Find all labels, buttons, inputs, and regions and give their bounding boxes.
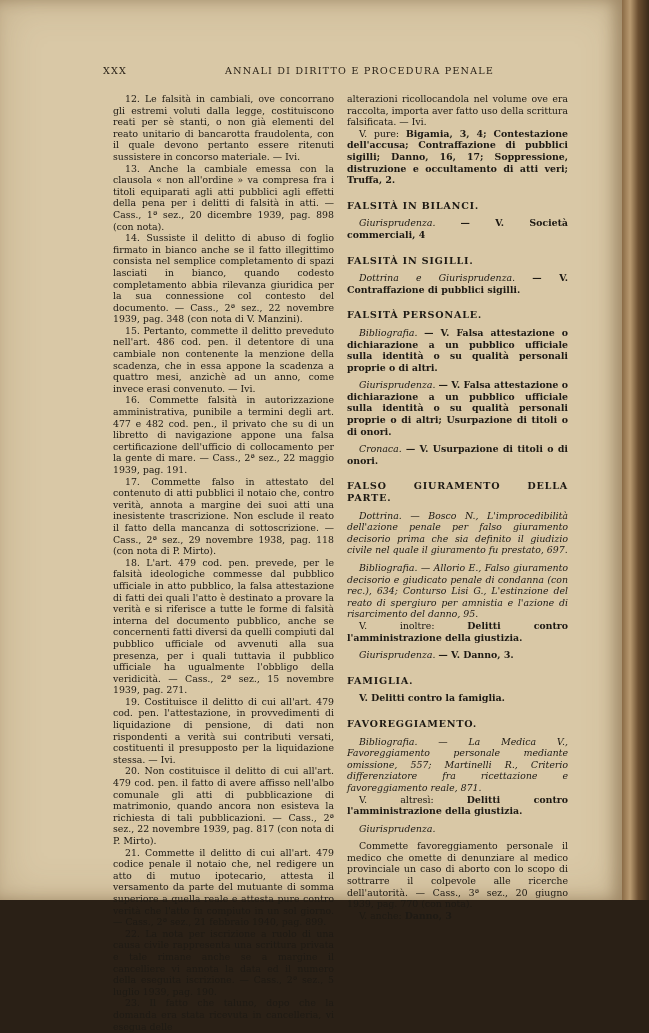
entry-label: Giurisprudenza. [359,823,436,835]
entry [347,795,568,818]
paragraph: 17. Commette falso in attestato del contenuto di atti pubblici il notaio che, contro verità, annota a margine dei suoi atti una inesistente trascrizione. Non esclude il reato il fatto della mancanza di sottoscrizione. — Cass., 2ª sez., 29 novembre 1938, pag. 118 (con nota di P. Mirto). [113,476,334,558]
section-heading: FALSITÀ IN SIGILLI. [347,255,474,267]
entry-text: — V. Usurpazione di titoli o di onori. [347,444,568,467]
paragraph: 18. L'art. 479 cod. pen. prevede, per le falsità ideologiche commesse dal pubblico ufficiale in atto pubblico, la falsa attestazione di fatti dei quali l'atto è destinato a provare la verità e si riferisce a tutte le forme di falsità interna del documento pubblico, anche se concernenti fatti diversi da quelli compiuti dal pubblico ufficiale od avvenuti alla sua presenza, per i quali tuttavia il pubblico ufficiale ha ugualmente l'obbligo della veridicità. — Cass., 2ª sez., 15 novembre 1939, pag. 271. [113,557,334,697]
entry [347,380,568,438]
entry-text: — V. Falsa attestazione o dichiarazione a un pubblico ufficiale sulla identità o su qualità personali proprie o di altri; Usurpazione di titoli o di onori. [347,380,568,438]
entry [347,444,568,467]
entry-label: Bibliografia. [359,563,418,574]
see-also [347,129,568,187]
paragraph: 19. Costituisce il delitto di cui all'art. 479 cod. pen. l'attestazione, in provvedimenti di liquidazione di pensione, di dati non rispondenti a verità sui contributi versati, costituenti il presupposto per la liquidazione stessa. — Ivi. [113,696,334,766]
right-column [347,94,568,922]
entry-label: V. anche: [359,910,402,922]
page-number: XXX [103,66,128,77]
entry-text: — Bosco N., L'improcedibilità dell'azione penale per falso giuramento decisorio prima che sia definito il giudizio civile nel quale il giuramento fu prestato, 697. [347,510,568,557]
see-also-refs: Bigamia, 3, 4; Contestazione dell'accusa; Contraffazione di pubblici sigilli; Danno, 16, 17; Soppressione, distruzione e occultamento di atti veri; Truffa, 2. [347,128,568,187]
section-heading: FAVOREGGIAMENTO. [347,718,478,730]
entry-text: — V. Società commerciali, 4 [347,218,569,241]
paragraph: 15. Pertanto, commette il delitto preveduto nell'art. 486 cod. pen. il detentore di una cambiale non contenente la menzione della scadenza, che in essa appone la scadenza a quattro mesi, anzichè ad un anno, come invece erasi convenuto. — Ivi. [113,325,334,395]
entry-label: Dottrina. [359,510,402,522]
entry-label: Bibliografia. [359,327,418,339]
entry-text: — Allorio E., Falso giuramento decisorio e giudicato penale di condanna (con rec.), 634; Conturso Lisi G., L'estinzione del reato di spergiuro per amnistia e l'azione di risarcimento del danno, 95. [347,563,568,621]
entry-text: — V. Danno, 3. [438,650,514,662]
entry-text: Danno, 3 [404,910,452,922]
entry [347,911,568,923]
entry-text: — V. Contraffazione di pubblici sigilli. [347,273,568,296]
see-also-label: V. pure: [359,128,400,140]
paragraph: 21. Commette il delitto di cui all'art. 479 codice penale il notaio che, nel redigere un atto di mutuo ipotecario, attesta il versamento da parte del mutuante di somma superiore a quella reale e attesta pure contro verità che l'atto fu compiuto in un sol giorno. — Cass., 2ª sez., 21 febbraio 1940, pag. 899. [113,847,334,929]
entry-label: Cronaca. [359,444,402,456]
entry-label: Giurisprudenza. [359,218,436,230]
paragraph-continuation: alterazioni ricollocandola nel volume ove era raccolta, importa aver fatto uso della scrittura falsificata. — Ivi. [347,94,568,129]
entry-label: Giurisprudenza. [359,650,436,662]
entry [347,563,568,621]
entry-text: Delitti contro l'amministrazione della giustizia. [347,620,568,644]
entry [347,328,568,374]
paragraph: 14. Sussiste il delitto di abuso di foglio firmato in bianco anche se il fatto illegittimo consista nel semplice completamento di spazi lasciati in bianco, quando codesto completamento abbia rilevanza giuridica per la sua connessione col contesto del documento. — Cass., 2ª sez., 22 novembre 1939, pag. 348 (con nota di V. Manzini). [113,233,334,326]
running-title: ANNALI DI DIRITTO E PROCEDURA PENALE [225,66,495,77]
entry [347,737,568,795]
book-edge [622,0,649,900]
entry-label: V. inoltre: [359,620,435,632]
entry-label: Giurisprudenza. [359,380,436,392]
paragraph: 22. La nota per iscrizione a ruolo di una causa civile rappresenta una scrittura privata e tale rimane anche se a margine il cancelliere vi annota la data ed il numero della eseguita iscrizione. — Cass., 2ª sez., 5 luglio 1939, pag. 190. [113,928,334,998]
entry-text: Delitti contro l'amministrazione della giustizia. [347,794,568,818]
entry [347,273,568,296]
left-column [113,94,334,1033]
section-heading: FALSO GIURAMENTO DELLA PARTE. [347,481,568,505]
entry [347,218,568,241]
paragraph: Commette favoreggiamento personale il medico che omette di denunziare al medico provinciale un caso di aborto con lo scopo di sottrarre il colpevole alle ricerche dell'autorità. — Cass., 3ª sez., 20 giugno 1939, pag. 770 (con nota). [347,841,568,911]
section-heading: FAMIGLIA. [347,675,414,687]
entry [347,511,568,557]
entry-text: — V. Falsa attestazione o dichiarazione a un pubblico ufficiale sulla identità o su qualità personali proprie o di altri. [347,327,569,374]
paragraph: 20. Non costituisce il delitto di cui all'art. 479 cod. pen. il fatto di avere affisso nell'albo comunale gli atti di pubblicazione di matrimonio, quando ancora non esisteva la richiesta di tali pubblicazioni. — Cass., 2ª sez., 22 novembre 1939, pag. 817 (con nota di P. Mirto). [113,766,334,847]
entry [347,621,568,644]
paragraph: 12. Le falsità in cambiali, ove concorrano gli estremi voluti dalla legge, costituiscono reati per sè stanti, o non già elementi del reato unitario di bancarotta fraudolenta, con il quale devono pertanto essere ritenuti sussistere in concorso materiale. — Ivi. [113,94,334,163]
entry-text: — La Medica V., Favoreggiamento personale mediante omissione, 557; Martinelli R., Criterio differenziatore fra ricettazione e favoreggiamento reale, 871. [347,736,568,794]
paragraph: 23. Il fatto che taluno, dopo che la domanda era stata ricevuta in cancelleria, vi esegua delle [113,998,334,1033]
entry: V. Delitti contro la famiglia. [359,693,505,705]
entry-label: Bibliografia. [359,736,418,748]
section-heading: FALSITÀ PERSONALE. [347,310,483,322]
paragraph: 16. Commette falsità in autorizzazione amministrativa, punibile a termini degli art. 477 e 482 cod. pen., il privato che su di un libretto di navigazione appone una falsa certificazione dell'ufficio di collocamento per la gente di mare. — Cass., 2ª sez., 22 maggio 1939, pag. 191. [113,395,334,476]
entry-label: Dottrina e Giurisprudenza. [359,273,516,285]
paragraph: 13. Anche la cambiale emessa con la clausola « non all'ordine » va compresa fra i titoli equiparati agli atti pubblici agli effetti della pena per i delitti di falsità in atti. — Cass., 1ª sez., 20 dicembre 1939, pag. 898 (con nota). [113,163,334,233]
entry [347,650,568,662]
section-heading: FALSITÀ IN BILANCI. [347,200,480,212]
entry-label: V. altresì: [359,794,434,806]
